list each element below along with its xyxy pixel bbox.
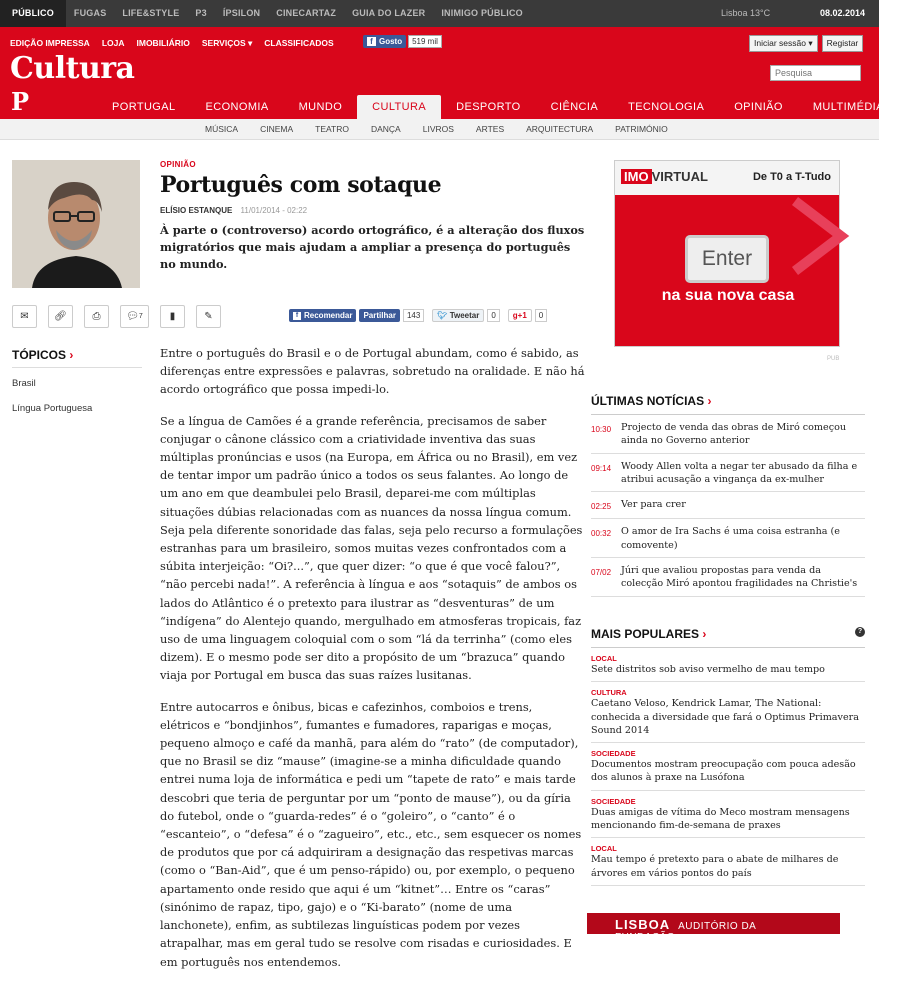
network-link-inimigo[interactable]: INIMIGO PÚBLICO <box>441 8 523 18</box>
section-logo[interactable]: Cultura <box>10 51 135 86</box>
envelope-icon: ✉ <box>20 311 29 322</box>
subnav-danca[interactable]: DANÇA <box>370 124 401 134</box>
most-popular <box>591 627 865 886</box>
weather-widget[interactable] <box>721 0 770 27</box>
latest-news-heading <box>591 394 865 415</box>
ad-label: PUB <box>827 356 840 362</box>
network-link-publico[interactable]: PÚBLICO <box>0 0 66 27</box>
article-paragraph: Entre autocarros e ônibus, bicas e cafezinhos, comboios e trens, elétricos e “bondjinhos”, fumantes e fumadores, raparigas e moças, pequeno almoço e café da manhã, para além do “rato” (de computador), que no Brasil se diz “mause” (imagine-se a minha dificuldade quando entrei numa loja de informática e pedi um “tapete de rato” e mais tarde descobri que teria de perguntar por um “ponto de mause”), ou da gíria do futebol, onde o “guarda-redes” é o “goleiro”, o “canto” é o “escanteio”, o “defesa” é o “zagueiro”, etc., etc., sem esquecer os nomes de produtos que por cá adquiriram a designação das respetivas marcas (como o “Ban-Aid”, que é um penso-rápido) ou, por exemplo, o pequeno apartamento onde resido que aqui é um “kitnet”… Entre os “caras” (sinónimo de rapaz, tipo, gajo) e o “Ki-barato” (nome de uma lanchonete), enfim, as subtilezas linguísticas podem por vezes atrapalhar, mas em geral tudo se resolve com risadas e curiosidades. E em português nos entendemos. <box>160 699 582 969</box>
ad-tagline: De T0 a T-Tudo <box>752 171 831 183</box>
popular-item[interactable] <box>591 791 865 839</box>
account-actions <box>749 35 867 52</box>
popular-category[interactable]: LOCAL <box>591 844 617 854</box>
facebook-like-label: Gosto <box>379 37 403 46</box>
article-title: Português com sotaque <box>160 172 442 198</box>
topic-link[interactable]: Brasil <box>12 378 36 389</box>
ad-logo <box>621 169 708 184</box>
nav-mundo[interactable]: MUNDO <box>298 101 343 113</box>
article-paragraph: Entre o português do Brasil e o de Portugal abundam, como é sabido, as diferenças entre expressões e palavras, sobretudo na oralidade. E não há acordo ortográfico que possa impedi-lo. <box>160 346 585 397</box>
popular-category[interactable]: SOCIEDADE <box>591 749 636 759</box>
link-servicos[interactable]: SERVIÇOS ▾ <box>201 38 253 48</box>
link-classificados[interactable]: CLASSIFICADOS <box>264 38 334 48</box>
nav-opiniao[interactable]: OPINIÃO <box>734 101 783 113</box>
main-nav <box>97 95 899 119</box>
register-button[interactable]: Registar <box>822 35 864 52</box>
news-headline[interactable]: Ver para crer <box>621 499 686 511</box>
ad-slogan: na sua nova casa <box>661 287 795 304</box>
popular-headline[interactable]: Caetano Veloso, Kendrick Lamar, The National: conhecida a diversidade que fará o Optimus Primavera Sound 2014 <box>591 698 859 736</box>
facebook-icon: f <box>367 37 376 46</box>
article-tools <box>12 305 232 328</box>
news-item[interactable] <box>591 454 865 493</box>
tweet-count: 0 <box>487 309 499 322</box>
article-lead: À parte o (controverso) acordo ortográfico, é a alteração dos fluxos migratórios que mais ajudam a ampliar a presença do português no mundo. <box>160 223 585 271</box>
news-headline[interactable]: Projecto de venda das obras de Miró começou ainda no Governo anterior <box>621 422 847 447</box>
header-links <box>10 38 346 49</box>
subnav-teatro[interactable]: TEATRO <box>315 124 349 134</box>
facebook-recommend-button[interactable] <box>289 309 356 322</box>
recommend-label: Recomendar <box>304 311 353 320</box>
article-kicker[interactable]: OPINIÃO <box>160 160 196 169</box>
popular-headline[interactable]: Sete distritos sob aviso vermelho de mau tempo <box>591 664 825 675</box>
facebook-like-count: 519 mil <box>408 35 442 48</box>
printer-icon: ⎙ <box>92 311 101 322</box>
help-icon[interactable]: ? <box>855 627 865 637</box>
comment-icon: 💬︎ <box>126 311 139 322</box>
nav-cultura[interactable]: CULTURA <box>357 95 441 119</box>
tweet-button[interactable] <box>432 309 484 322</box>
network-link-fugas[interactable]: FUGAS <box>73 8 107 18</box>
facebook-like <box>363 35 442 48</box>
chevron-right-icon: › <box>702 627 707 641</box>
bookmark-icon: ▮ <box>169 311 176 322</box>
article-author[interactable]: ELÍSIO ESTANQUE <box>160 206 233 215</box>
facebook-like-button[interactable] <box>363 35 406 48</box>
popular-category[interactable]: LOCAL <box>591 654 617 663</box>
news-time: 00:32 <box>591 529 612 539</box>
enter-key-graphic: Enter <box>685 235 769 283</box>
network-nav <box>0 0 531 27</box>
article-paragraph: Se a língua de Camões é a grande referência, precisamos de saber conjugar o cânone clássico com a criatividade inventiva das suas múltiplas pronúncias e usos (na Europa, em África ou no Brasil), em vez de tentar impor um padrão único a todos os seus falantes. Ao longo de um ano em que deambulei pelo Brasil, deparei-me com múltiplas situações dúbias relacionadas com as nuances da nossa língua comum. Seja pela diferente sonoridade das falas, seja pelo recurso a formulações estranhas para um brasileiro, somos muitas vezes confrontados com a súbita interjeição: “Oi?...”, que quer dizer: “o que é que você falou?”, “não percebi nada!”. A referência à língua e aos “sotaquis” de ambos os lados do Atlântico é o pretexto para ilustrar as “desventuras” de um “indígena” do Alentejo quando, mergulhado em atmosferas tropicais, faz uso de uma linguagem coloquial com o som “lá da terrinha” (como eles dizem). E o mesmo pode ser dito a propósito de um “brazuca” quando viaja por Portugal em busca das suas raízes lusitanas. <box>160 413 583 683</box>
weather-text: Lisboa 13°C <box>721 8 771 18</box>
facebook-share-button[interactable]: Partilhar <box>359 309 399 322</box>
subnav-musica[interactable]: MÚSICA <box>205 124 239 134</box>
network-link-lifestyle[interactable]: LIFE&STYLE <box>122 8 180 18</box>
popular-item[interactable] <box>591 682 865 743</box>
current-date: 08.02.2014 <box>819 8 865 18</box>
link-loja[interactable]: LOJA <box>101 38 125 48</box>
nav-economia[interactable]: ECONOMIA <box>205 101 269 113</box>
advertisement[interactable] <box>614 160 840 347</box>
news-headline[interactable]: Júri que avaliou propostas para venda da colecção Miró apontou fragilidades na Christie's <box>621 565 858 590</box>
network-link-cinecartaz[interactable]: CINECARTAZ <box>276 8 337 18</box>
news-time: 07/02 <box>591 568 612 578</box>
most-popular-heading <box>591 627 865 648</box>
nav-desporto[interactable]: DESPORTO <box>456 101 521 113</box>
arrow-graphic <box>795 201 841 271</box>
article-body <box>160 344 585 984</box>
bottom-advertisement[interactable] <box>587 913 840 943</box>
login-button[interactable]: Iniciar sessão ▾ <box>749 35 818 52</box>
chevron-right-icon: › <box>69 348 74 362</box>
topics-title: TÓPICOS <box>12 348 67 362</box>
link-button[interactable] <box>48 305 73 328</box>
subnav-patrimonio[interactable]: PATRIMÓNIO <box>615 124 668 134</box>
popular-headline[interactable]: Duas amigas de vítima do Meco mostram mensagens mencionando fim-de-semana de praxes <box>591 806 850 832</box>
popular-item[interactable] <box>591 743 865 791</box>
chevron-right-icon: › <box>707 394 712 408</box>
news-headline[interactable]: Woody Allen volta a negar ter abusado da filha e atribui acusação a vingança da ex-mulher <box>621 460 858 485</box>
subnav-cinema[interactable]: CINEMA <box>260 124 294 134</box>
gplus-button[interactable]: g+1 <box>508 309 532 322</box>
nav-ciencia[interactable]: CIÊNCIA <box>550 101 599 113</box>
network-link-guia-lazer[interactable]: GUIA DO LAZER <box>352 8 426 18</box>
twitter-bird-icon: 🐦︎ <box>437 311 448 320</box>
comments-button[interactable] <box>120 305 149 328</box>
most-popular-title: MAIS POPULARES <box>591 627 700 641</box>
link-icon: 🔗︎ <box>54 311 67 322</box>
link-edicao-impressa[interactable]: EDIÇÃO IMPRESSA <box>10 38 90 48</box>
news-headline[interactable]: O amor de Ira Sachs é uma coisa estranha (e comovente) <box>621 526 840 551</box>
search-input[interactable] <box>770 65 861 81</box>
nav-multimedia[interactable]: MULTIMÉDIA <box>812 101 884 113</box>
popular-category[interactable]: SOCIEDADE <box>591 796 636 806</box>
news-item[interactable] <box>591 519 865 558</box>
popular-category[interactable]: CULTURA <box>591 688 627 698</box>
popular-headline[interactable]: Documentos mostram preocupação com pouca adesão dos alunos à praxe na Lusófona <box>591 759 856 784</box>
share-count: 143 <box>403 309 424 322</box>
share-bar <box>289 309 555 322</box>
bottom-ad-city: LISBOA <box>615 917 671 932</box>
email-button[interactable] <box>12 305 37 328</box>
topics-box <box>12 348 142 428</box>
news-time: 02:25 <box>591 502 612 512</box>
publico-logo[interactable]: P <box>11 87 30 116</box>
tweet-label: Tweetar <box>449 311 480 320</box>
ad-logo-part: IMO <box>621 169 652 184</box>
popular-headline[interactable]: Mau tempo é pretexto para o abate de milhares de árvores em vários pontos do país <box>591 854 839 879</box>
author-photo <box>12 160 140 288</box>
facebook-icon: f <box>293 312 301 320</box>
nav-tecnologia[interactable]: TECNOLOGIA <box>628 101 705 113</box>
comments-count: 7 <box>138 313 143 320</box>
article-datetime: 11/01/2014 - 02:22 <box>240 206 308 215</box>
latest-news-title: ÚLTIMAS NOTÍCIAS <box>591 394 705 408</box>
ad-logo-part: VIRTUAL <box>651 169 708 184</box>
network-link-p3[interactable]: P3 <box>195 8 207 18</box>
topics-heading <box>12 348 142 368</box>
popular-item[interactable] <box>591 648 865 682</box>
news-item[interactable] <box>591 558 865 597</box>
news-time: 09:14 <box>591 463 612 473</box>
site-header <box>0 27 884 119</box>
network-link-ipsilon[interactable]: ÍPSILON <box>222 8 261 18</box>
print-button[interactable] <box>84 305 109 328</box>
edit-button[interactable] <box>196 305 221 328</box>
popular-item[interactable] <box>591 838 865 886</box>
bottom-ad-text: AUDITÓRIO DA FUNDAÇÃO <box>615 921 756 943</box>
gplus-count: 0 <box>535 309 547 322</box>
news-time: 10:30 <box>591 425 612 434</box>
topic-link[interactable]: Língua Portuguesa <box>12 403 93 414</box>
link-imobiliario[interactable]: IMOBILIÁRIO <box>136 38 190 48</box>
news-item[interactable] <box>591 492 865 519</box>
article-byline <box>160 206 307 215</box>
subnav-artes[interactable]: ARTES <box>475 124 505 134</box>
top-bar <box>0 0 879 27</box>
news-item[interactable] <box>591 415 865 454</box>
latest-news <box>591 394 865 597</box>
pencil-icon: ✎ <box>204 311 213 322</box>
ad-header <box>615 161 839 195</box>
subnav-arquitectura[interactable]: ARQUITECTURA <box>526 124 594 134</box>
bookmark-button[interactable] <box>160 305 185 328</box>
sub-nav <box>0 119 879 140</box>
subnav-livros[interactable]: LIVROS <box>422 124 454 134</box>
nav-portugal[interactable]: PORTUGAL <box>112 101 176 113</box>
